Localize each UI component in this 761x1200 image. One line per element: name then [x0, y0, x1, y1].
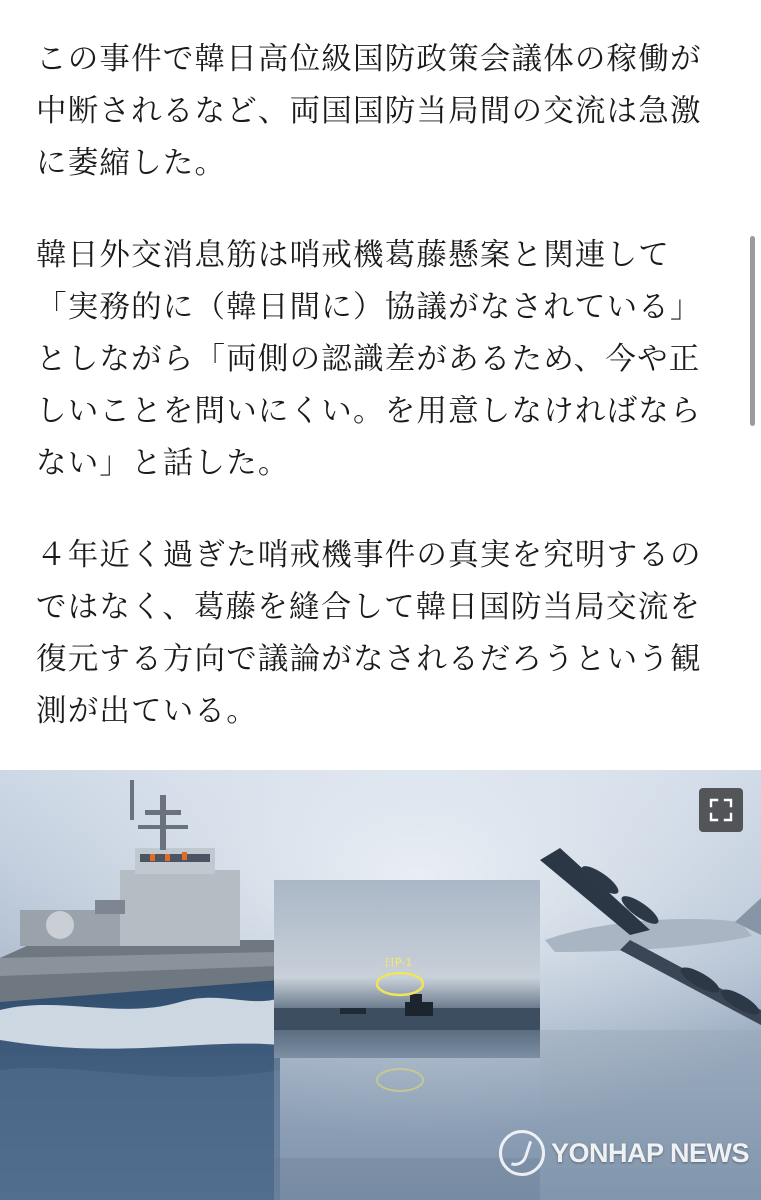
article-photo[interactable]: [0, 770, 761, 1200]
expand-button[interactable]: [699, 788, 743, 832]
article-body: [36, 34, 726, 778]
expand-icon: [699, 788, 743, 832]
logo-text: YONHAP NEWS: [550, 1137, 749, 1168]
article-paragraph: この事件で韓日高位級国防政策会議体の稼働が中断されるなど、両国国防当局間の交流は急激に萎縮した。: [36, 42, 702, 181]
yonhap-logo: [499, 1128, 749, 1178]
scrollbar[interactable]: [750, 236, 755, 426]
yonhap-logo-icon: [499, 1130, 545, 1176]
inset-label: 日P-1: [384, 956, 413, 969]
article-paragraph: 韓日外交消息筋は哨戒機葛藤懸案と関連して「実務的に（韓日間に）協議がなされている」としながら「両側の認識差があるため、今や正しいことを問いにくい。を用意しなければならない」と話した。: [36, 238, 702, 481]
article-paragraph: ４年近く過ぎた哨戒機事件の真実を究明するのではなく、葛藤を縫合して韓日国防当局交流を復元する方向で議論がなされるだろうという観測が出ている。: [36, 538, 702, 729]
